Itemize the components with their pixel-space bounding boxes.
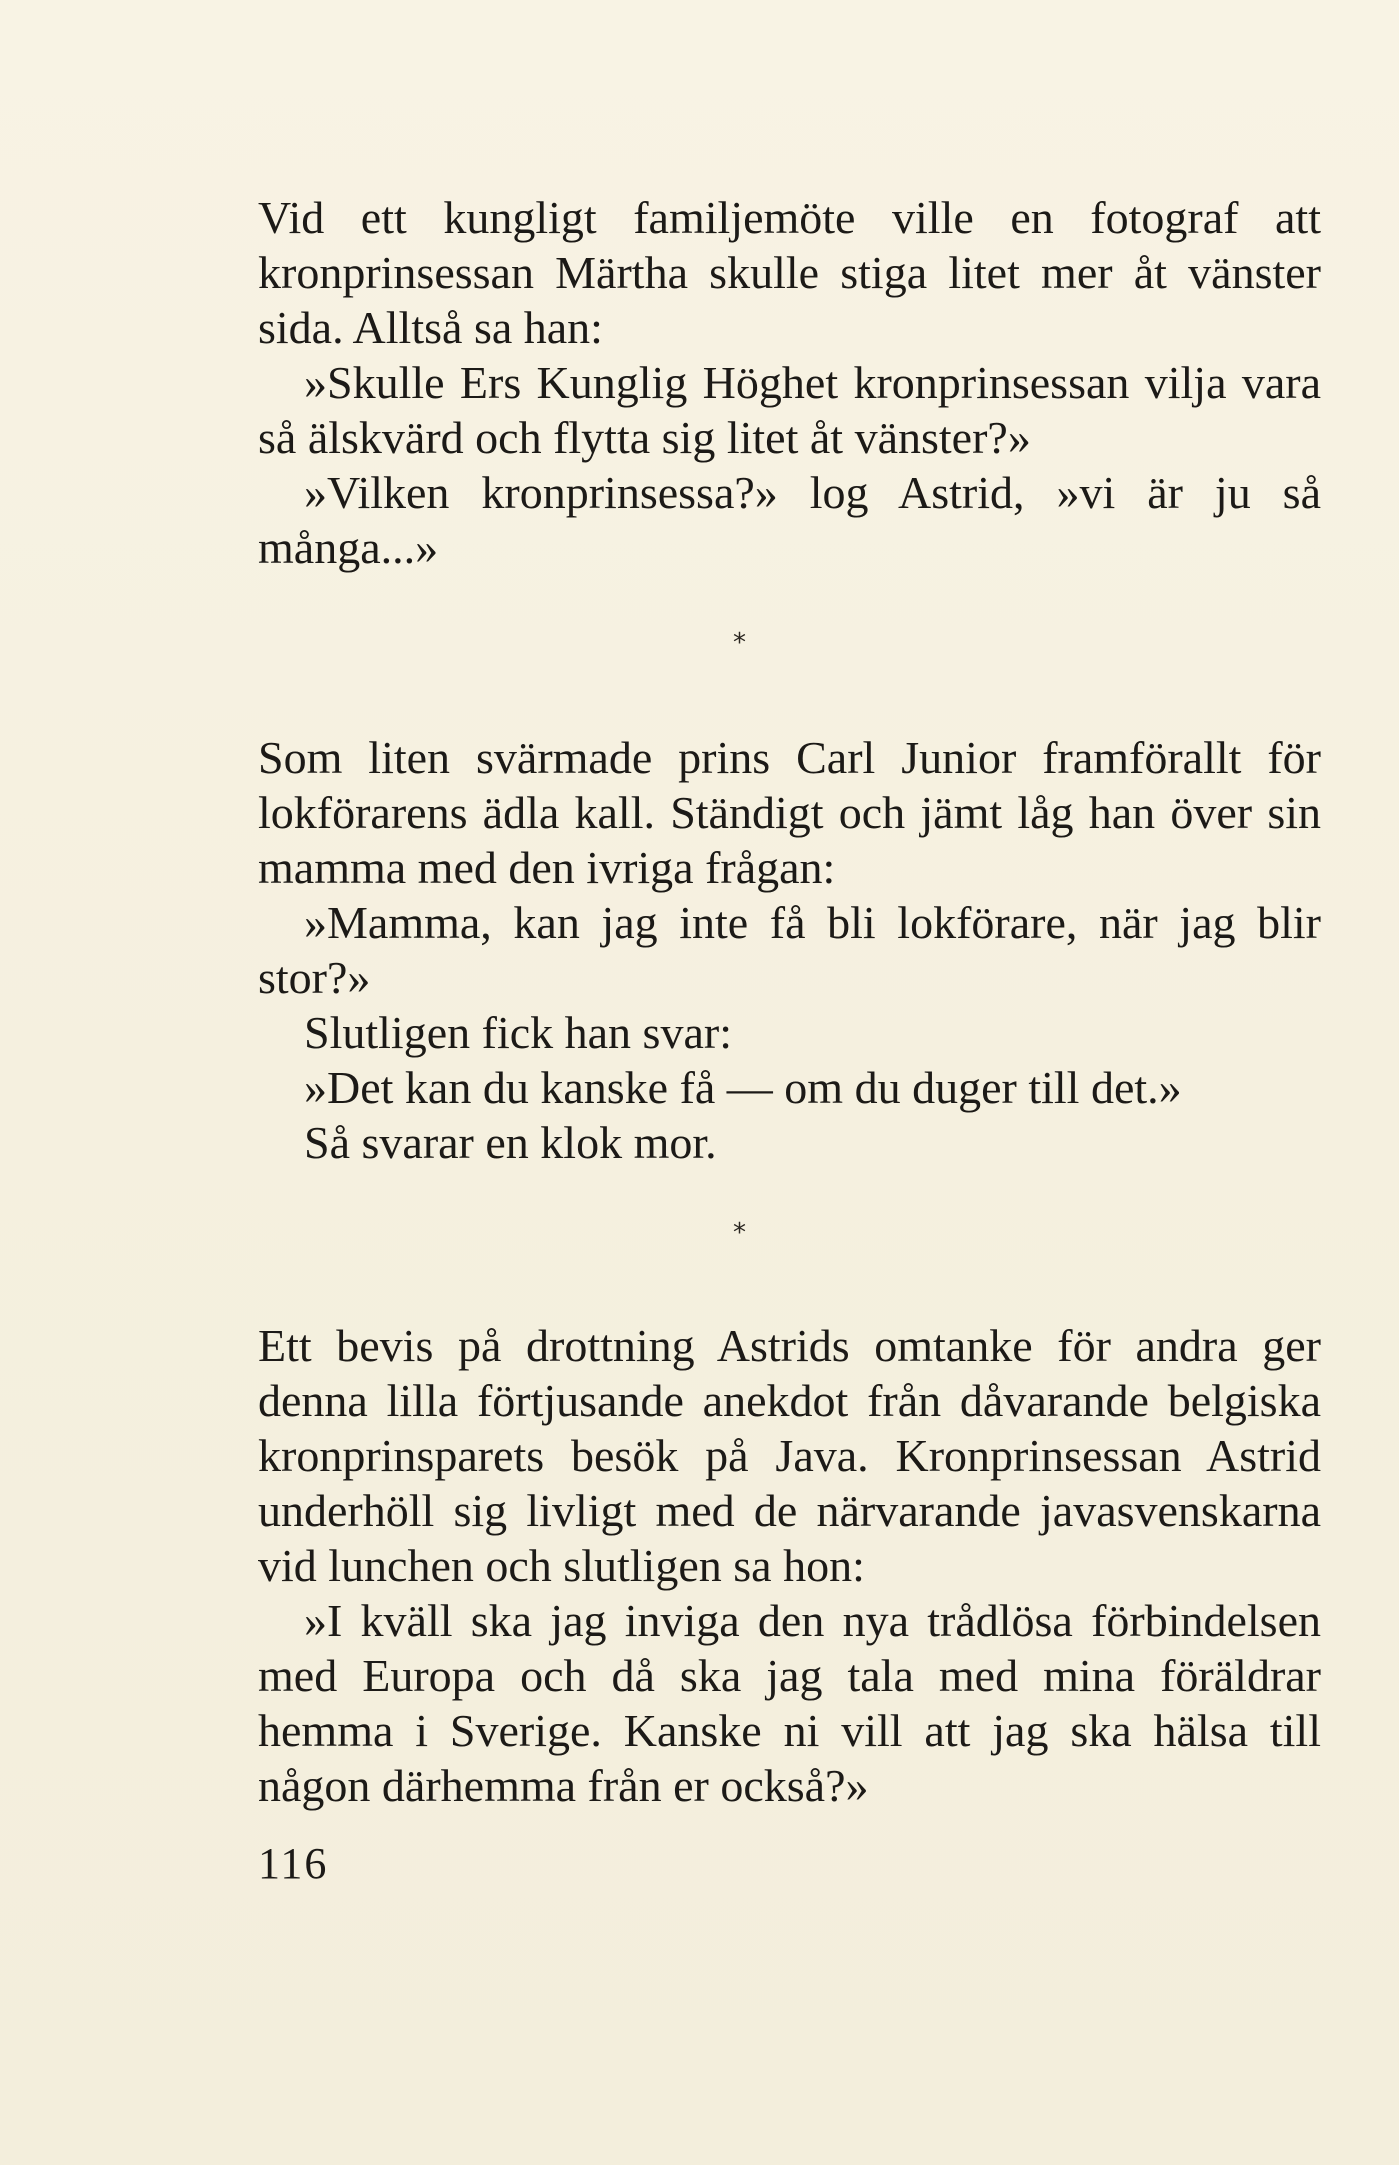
page-number: 116 <box>258 1839 329 1888</box>
paragraph: Som liten svärmade prins Carl Junior framförallt för lokförarens ädla kall. Ständigt och jämt låg han över sin mamma med den ivriga frågan: <box>258 732 1321 893</box>
paragraph: Så svarar en klok mor. <box>304 1117 717 1168</box>
paragraph: »Vilken kronprinsessa?» log Astrid, »vi är ju så många...» <box>258 467 1321 573</box>
paragraph: »Skulle Ers Kunglig Höghet kronprinsessan vilja vara så älskvärd och flytta sig litet åt vänster?» <box>258 357 1321 463</box>
paragraph: »Det kan du kanske få — om du duger till det.» <box>304 1062 1182 1113</box>
section-separator: * <box>733 1218 746 1248</box>
paragraph: Ett bevis på drottning Astrids omtanke för andra ger denna lilla förtjusande anekdot från dåvarande belgiska kronprinsparets besök på Java. Kronprinsessan Astrid underhöll sig livligt med de närvarande javasvenskarna vid lunchen och slutligen sa hon: <box>258 1320 1321 1591</box>
paragraph: »Mamma, kan jag inte få bli lokförare, när jag blir stor?» <box>258 897 1321 1003</box>
anecdote-2 <box>258 730 1321 1170</box>
anecdote-3 <box>258 1318 1321 1813</box>
paragraph: Vid ett kungligt familjemöte ville en fotograf att kronprinsessan Märtha skulle stiga litet mer åt vänster sida. Alltså sa han: <box>258 192 1321 353</box>
anecdote-1 <box>258 190 1321 575</box>
paragraph: Slutligen fick han svar: <box>304 1007 732 1058</box>
section-separator: * <box>733 628 746 658</box>
paragraph: »I kväll ska jag inviga den nya trådlösa förbindelsen med Europa och då ska jag tala med mina föräldrar hemma i Sverige. Kanske ni vill att jag ska hälsa till någon därhemma från er också?» <box>258 1595 1321 1811</box>
